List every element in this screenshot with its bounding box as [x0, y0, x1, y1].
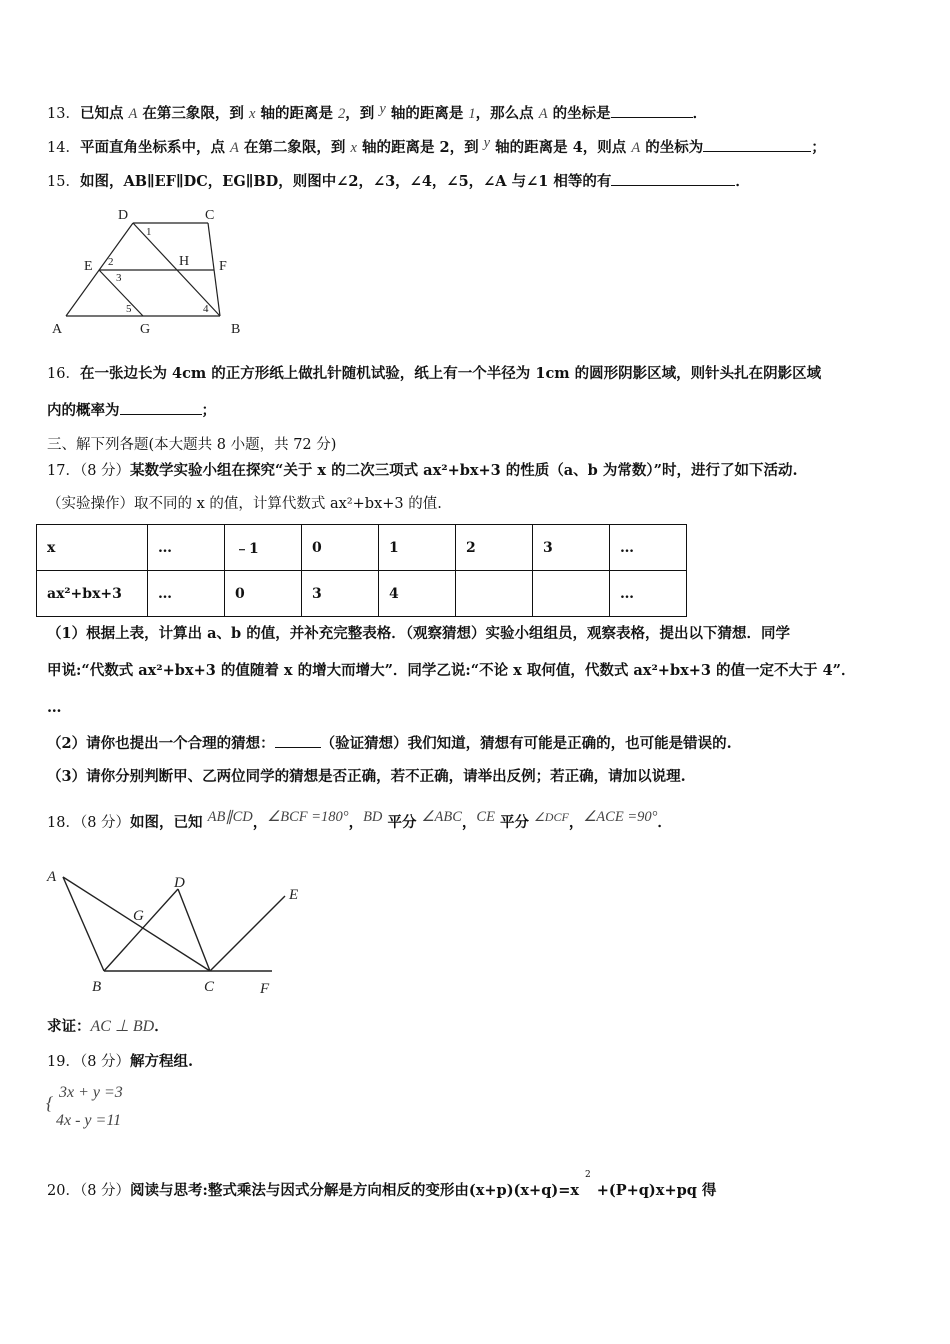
question-17-part1b: 甲说:“代数式 ax²+bx+3 的值随着 x 的增大而增大”．同学乙说:“不论 x 取何值，代数式 ax²+bx+3 的值一定不大于 4”．: [47, 662, 856, 679]
label-D: D: [174, 875, 185, 891]
section-3-title: 三、解下列各题(本大题共 8 小题，共 72 分): [47, 437, 337, 453]
label-C: C: [205, 208, 215, 223]
label-A: A: [47, 869, 57, 885]
label-F: F: [260, 981, 270, 997]
line-AC: [63, 877, 210, 971]
table-cell: 1: [379, 525, 456, 571]
question-19: 19．（8 分）解方程组.: [47, 1053, 194, 1070]
table-cell: 3: [302, 571, 379, 617]
table-cell: …: [610, 571, 687, 617]
label-A: A: [52, 322, 63, 337]
equation-brace: {: [46, 1093, 54, 1113]
angle-2: 2: [108, 256, 114, 268]
table-cell: 2: [456, 525, 533, 571]
line-CE: [210, 896, 285, 971]
line-DC: [178, 889, 210, 971]
label-H: H: [179, 254, 190, 269]
question-14: 14．平面直角坐标系中，点 A 在第二象限，到 x 轴的距离是 2，到 y 轴的距离是 4，则点 A 的坐标为 ；: [47, 135, 826, 156]
label-C: C: [204, 979, 215, 995]
line-AB: [63, 877, 104, 971]
label-F: F: [219, 259, 227, 274]
table-cell: …: [148, 571, 225, 617]
question-16-line2: 内的概率为 ；: [47, 402, 216, 419]
table-cell: x: [37, 525, 148, 571]
label-E: E: [289, 887, 299, 903]
question-17-operation: （实验操作）取不同的 x 的值，计算代数式 ax²+bx+3 的值.: [47, 496, 442, 512]
question-20: 20．（8 分）阅读与思考:整式乘法与因式分解是方向相反的变形由$(x+p)(x+q)=x^2+(P+q)x+pq$ 得: [47, 1170, 717, 1199]
label-B: B: [92, 979, 102, 995]
label-B: B: [231, 322, 241, 337]
table-cell: 0: [225, 571, 302, 617]
equation-2: 4x - y =11: [56, 1112, 122, 1129]
label-G: G: [133, 908, 144, 924]
label-E: E: [84, 259, 93, 274]
line-BD: [104, 889, 178, 971]
question-15: 15．如图，AB∥EF∥DC，EG∥BD，则图中∠2，∠3，∠4，∠5，∠A 与∠1 相等的有 ．: [47, 173, 750, 190]
label-G: G: [140, 322, 151, 337]
angle-1: 1: [146, 226, 152, 238]
question-17-part1: （1）根据上表，计算出 a、b 的值，并补充完整表格．（观察猜想）实验小组组员，观察表格，提出以下猜想．同学: [47, 625, 790, 642]
question-16: 16．在一张边长为 4cm 的正方形纸上做扎针随机试验，纸上有一个半径为 1cm 的圆形阴影区域，则针头扎在阴影区域: [47, 365, 822, 382]
table-cell: …: [610, 525, 687, 571]
proof-statement: 求证：AC ⊥ BD．: [47, 1018, 169, 1035]
question-13: 13．已知点 A 在第三象限，到 x 轴的距离是 2，到 y 轴的距离是 1，那么点 A 的坐标是 ．: [47, 101, 708, 122]
angle-5: 5: [126, 303, 132, 315]
angle-4: 4: [203, 303, 209, 315]
table-cell: ﹣1: [225, 525, 302, 571]
table-cell: 3: [533, 525, 610, 571]
question-17: 17．（8 分）某数学实验小组在探究“关于 x 的二次三项式 ax²+bx+3 的性质（a、b 为常数）”时，进行了如下活动.: [47, 462, 798, 479]
question-17-part2: （2）请你也提出一个合理的猜想： （验证猜想）我们知道，猜想有可能是正确的，也可能是错误的.: [47, 735, 732, 752]
question-17-part3: （3）请你分别判断甲、乙两位同学的猜想是否正确，若不正确，请举出反例；若正确，请加以说理.: [47, 768, 686, 785]
equation-1: 3x + y =3: [59, 1084, 123, 1101]
table-cell: 0: [302, 525, 379, 571]
angle-3: 3: [116, 272, 122, 284]
table-cell: …: [148, 525, 225, 571]
table-cell: 4: [379, 571, 456, 617]
question-17-ellipsis: …: [47, 699, 62, 716]
table-cell: ax²+bx+3: [37, 571, 148, 617]
label-D: D: [118, 208, 129, 223]
question-18: 18．（8 分）如图，已知 AB∥CD，∠BCF =180°，BD 平分 ∠ABC，CE 平分 $^{\angle DCF}$，∠ACE =90°．: [47, 809, 672, 831]
